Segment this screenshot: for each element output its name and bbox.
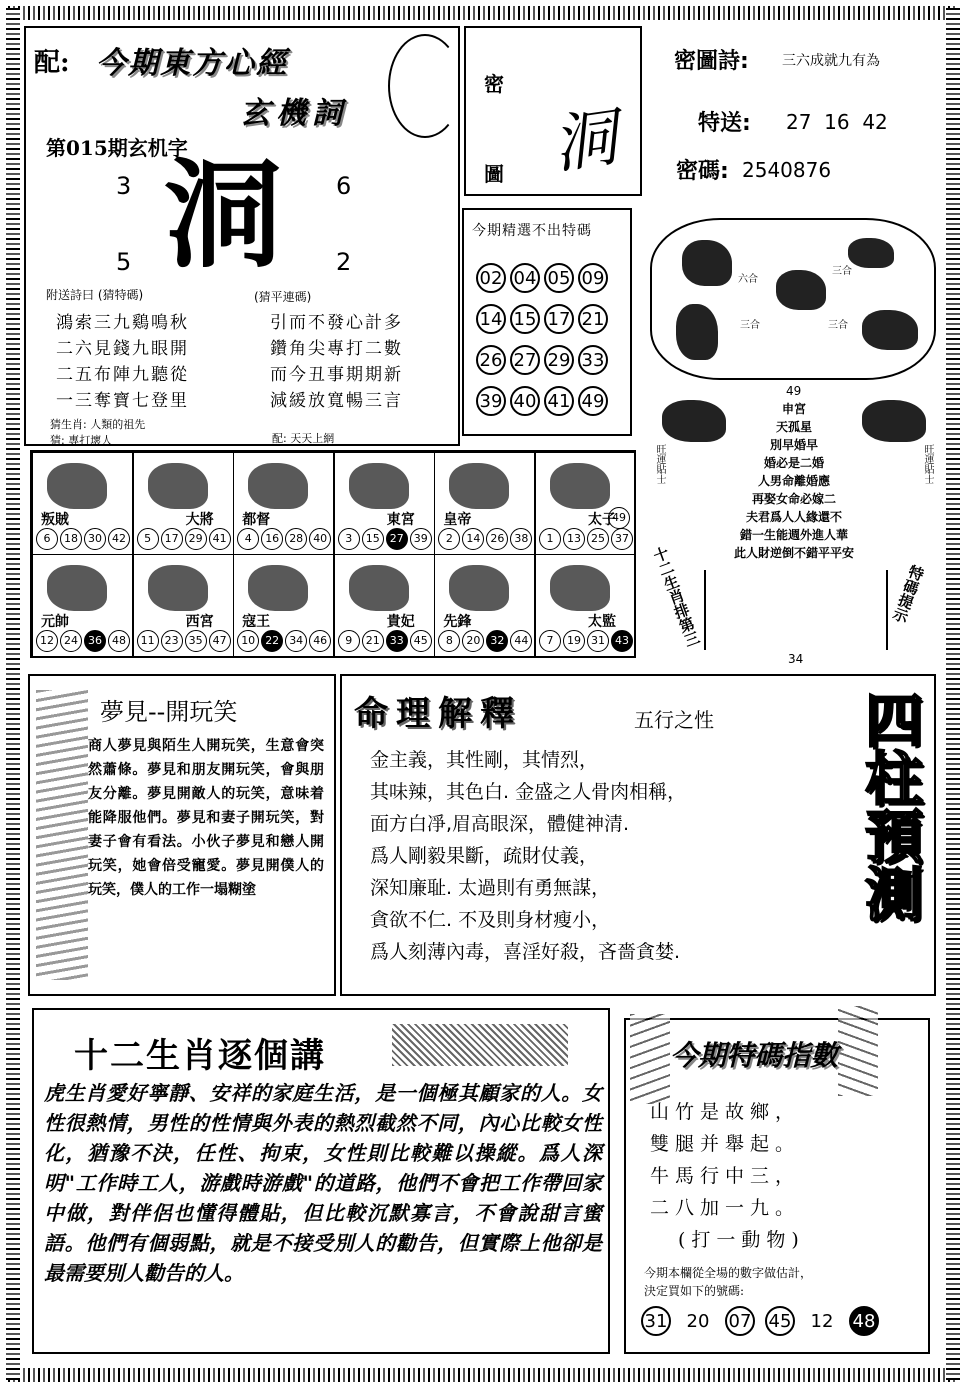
zodiac-number-ball: 47	[209, 630, 231, 652]
destiny-line: 爲人刻薄內毒，喜淫好殺，吝嗇貪婪.	[370, 941, 681, 963]
number-ball: 05	[544, 263, 574, 293]
guess-flat-label: (猜平連碼)	[254, 290, 312, 304]
rooster-icon	[682, 240, 732, 286]
zodiac-cell-label: 叛賊	[41, 512, 69, 528]
zodiac-number-ball: 14	[462, 528, 484, 550]
zodiac-number-ball: 35	[185, 630, 207, 652]
zodiac-talk-title: 十二生肖逐個講	[74, 1036, 326, 1076]
zodiac-animal-icon	[550, 565, 610, 611]
zodiac-cell	[334, 452, 435, 555]
zodiac-cell-label: 皇帝	[443, 512, 472, 528]
poem-line: 鑽角尖專打二數	[270, 339, 403, 359]
zodiac-cell-numbers	[136, 527, 231, 550]
zodiac-cell	[32, 452, 133, 555]
zodiac-number-ball: 29	[185, 528, 207, 550]
index-number: 48	[849, 1306, 879, 1336]
zodiac-cell-label: 貴妃	[386, 614, 415, 630]
zodiac-animal-icon	[449, 565, 509, 611]
index-number: 20	[686, 1311, 710, 1332]
selected-number-grid	[474, 260, 626, 424]
zodiac-number-ball: 5	[137, 528, 159, 550]
destiny-lines	[370, 744, 686, 968]
zodiac-cell	[32, 554, 133, 657]
number-ball: 14	[476, 304, 506, 334]
monkey-icon	[676, 304, 718, 360]
destiny-line: 爲人剛毅果斷，疏財仗義，	[370, 845, 599, 867]
zodiac-cell	[535, 452, 636, 555]
goat-icon	[862, 310, 918, 350]
header-panel	[24, 26, 460, 446]
zodiac-number-ball: 10	[237, 630, 259, 652]
secret-poem-label: 密圖詩:	[674, 49, 749, 74]
index-panel	[624, 1018, 930, 1354]
zodiac-talk-stamp	[392, 1024, 568, 1066]
decorative-border-right	[946, 8, 960, 1380]
zodiac-cell-numbers	[437, 629, 532, 652]
zodiac-number-ball: 41	[209, 528, 231, 550]
poem-line: 一三奪寶七登里	[56, 391, 189, 411]
zodiac-cell-numbers	[437, 527, 532, 550]
fortune-heart	[646, 384, 942, 670]
relation-label: 六合	[738, 274, 758, 285]
bamboo-right-icon	[838, 1006, 878, 1096]
corner-number-bl: 5	[116, 248, 132, 276]
zodiac-number-ball: 9	[338, 630, 360, 652]
secret-poem-text: 三六成就九有為	[782, 53, 880, 69]
zodiac-number-ball: 31	[587, 630, 609, 652]
zodiac-cell-numbers	[538, 527, 633, 550]
zodiac-number-ball: 21	[362, 630, 384, 652]
zodiac-cell-label: 東宮	[386, 512, 415, 528]
zodiac-cell	[334, 554, 435, 657]
zodiac-cell	[133, 554, 234, 657]
zodiac-number-ball: 27	[386, 528, 408, 550]
decorative-border-top	[8, 6, 958, 20]
monkey-icon	[776, 270, 826, 310]
heart-line: 夫君爲人人緣還不	[745, 510, 842, 524]
number-ball: 21	[578, 304, 608, 334]
zodiac-number-ball: 11	[137, 630, 159, 652]
zodiac-number-ball: 8	[438, 630, 460, 652]
zodiac-cell	[233, 452, 334, 555]
zodiac-cell-numbers	[35, 629, 130, 652]
zodiac-cell-numbers	[35, 527, 130, 550]
heart-line: 此人財逆倒不錯平平安	[733, 546, 854, 560]
heart-line: 別早婚早	[769, 438, 818, 452]
zodiac-number-ball: 13	[563, 528, 585, 550]
special-numbers: 27 16 42	[786, 110, 888, 134]
index-poem-line: 牛馬行中三，	[650, 1165, 801, 1187]
dream-title: 夢見--開玩笑	[100, 698, 238, 726]
poem-line: 引而不發心計多	[270, 313, 403, 333]
number-ball: 40	[510, 386, 540, 416]
zodiac-animal-icon	[449, 463, 509, 509]
zodiac-number-ball: 28	[285, 528, 307, 550]
zodiac-number-ball: 3	[338, 528, 360, 550]
zodiac-number-ball: 12	[36, 630, 58, 652]
zodiac-cell-label: 大將	[185, 512, 214, 528]
zodiac-talk-text: 虎生肖愛好寧靜、安祥的家庭生活，是一個極其顧家的人。女性很熱情，男性的性情與外表的熱烈截然不同，內心比較女性化，猶豫不決，任性、拘束，女性則比較難以操縱。爲人深明"工作時工人，游戲時游戲"的道路，他們不會把工作帶回家中做，對伴侶也懂得體貼，但比較沉默寡言，不會說甜言蜜語。他們有個弱點，就是不接受別人的勸告，但實際上他卻是最需要別人勸告的人。	[44, 1081, 602, 1285]
zodiac-cell-label: 太子	[588, 512, 616, 528]
number-ball: 17	[544, 304, 574, 334]
secret-label-top: 密	[484, 72, 504, 96]
heart-side-right: 特碼提示	[889, 562, 927, 626]
index-title: 今期特碼指數	[670, 1039, 839, 1072]
zodiac-number-ball: 22	[261, 630, 283, 652]
zodiac-cell	[133, 452, 234, 555]
zodiac-cell-label: 先鋒	[443, 614, 472, 630]
heart-tag-right: 旺運貼士	[922, 444, 933, 484]
number-ball: 27	[510, 345, 540, 375]
heart-inverted-block	[704, 570, 888, 650]
handwritten-character: 洞	[547, 100, 622, 184]
number-ball: 15	[510, 304, 540, 334]
match-prefix: 配:	[34, 48, 70, 78]
zodiac-number-ball: 44	[510, 630, 532, 652]
zodiac-animal-icon	[248, 463, 308, 509]
index-poem-line: 二八加一九。	[650, 1197, 801, 1219]
code-value: 2540876	[742, 158, 832, 182]
index-poem	[650, 1096, 805, 1256]
zodiac-number-ball: 6	[36, 528, 58, 550]
bamboo-left-icon	[630, 1014, 670, 1104]
zodiac-number-ball: 38	[510, 528, 532, 550]
zodiac-number-ball: 46	[309, 630, 331, 652]
zodiac-number-ball: 36	[84, 630, 106, 652]
zodiac-number-ball: 26	[486, 528, 508, 550]
heart-lines	[674, 400, 914, 562]
special-label: 特送:	[698, 111, 751, 136]
poem-line: 減緩放寬暢三言	[270, 391, 403, 411]
issue-label: 第015期玄机字	[46, 136, 188, 160]
zodiac-cell-numbers	[337, 527, 432, 550]
zodiac-talk-panel	[32, 1008, 610, 1354]
zodiac-animal-icon	[248, 565, 308, 611]
index-poem-line: 雙腿并舉起。	[650, 1133, 801, 1155]
zodiac-number-ball: 32	[486, 630, 508, 652]
index-note-1: 今期本欄從全場的數字做估計，	[644, 1266, 813, 1280]
zodiac-cell-numbers	[236, 527, 331, 550]
heart-line: 天孤星	[775, 420, 812, 434]
number-ball: 26	[476, 345, 506, 375]
number-ball: 33	[578, 345, 608, 375]
poem-left	[56, 310, 189, 414]
zodiac-number-ball: 23	[161, 630, 183, 652]
zodiac-number-ball: 19	[563, 630, 585, 652]
index-poem-line: 山竹是故鄉，	[650, 1101, 801, 1123]
zodiac-cell-label: 都督	[242, 512, 271, 528]
heart-line: 婚必是二婚	[763, 456, 824, 470]
zodiac-number-ball: 18	[60, 528, 82, 550]
zodiac-cell-label: 元帥	[41, 614, 69, 630]
dream-side-art	[36, 690, 88, 980]
zodiac-number-ball: 40	[309, 528, 331, 550]
code-label: 密碼:	[676, 159, 729, 184]
zodiac-animal-icon	[47, 565, 107, 611]
zodiac-number-ball: 45	[410, 630, 432, 652]
heart-line: 申宮	[781, 402, 806, 416]
zodiac-number-ball: 15	[362, 528, 384, 550]
corner-number-br: 2	[336, 248, 352, 276]
index-note-2: 決定買如下的號碼:	[644, 1284, 745, 1298]
number-ball: 41	[544, 386, 574, 416]
zodiac-cell-numbers	[136, 629, 231, 652]
guess-zodiac: 猜生肖: 人類的祖先	[50, 418, 146, 431]
zodiac-cell-label: 寇王	[242, 614, 271, 630]
zodiac-number-ball: 20	[462, 630, 484, 652]
heart-bottom-number: 34	[788, 652, 804, 666]
destiny-line: 貪欲不仁. 不及則身材瘦小，	[370, 909, 611, 931]
zodiac-cell-numbers	[236, 629, 331, 652]
zodiac-cell	[434, 554, 535, 657]
index-poem-line: (打一動物)	[678, 1229, 805, 1251]
zodiac-number-ball: 43	[611, 630, 633, 652]
zodiac-cell	[535, 554, 636, 657]
number-ball: 29	[544, 345, 574, 375]
zodiac-number-ball: 34	[285, 630, 307, 652]
destiny-line: 金主義，其性剛，其情烈，	[370, 749, 599, 771]
destiny-side-title: 四柱預測	[855, 690, 923, 922]
destiny-line: 面方白凈,眉高眼深，體健神清.	[370, 813, 630, 835]
destiny-line: 其味辣，其色白. 金盛之人骨肉相稱，	[370, 781, 687, 803]
match-text: 配: 天天上網	[272, 432, 335, 445]
zodiac-number-ball: 25	[587, 528, 609, 550]
zodiac-cell-label: 太監	[588, 614, 616, 630]
selected-title: 今期精選不出特碼	[472, 223, 592, 239]
number-ball: 09	[578, 263, 608, 293]
dream-text: 商人夢見與陌生人開玩笑，生意會突然蕭條。夢見和朋友開玩笑，會與朋友分離。夢見開敵人的玩笑，意味着能降服他們。夢見和妻子開玩笑，對妻子會有看法。小伙子夢見和戀人開玩笑，她會倍受寵愛。夢見開僕人的玩笑，僕人的工作一塌糊塗	[88, 738, 324, 898]
zodiac-number-ball: 48	[108, 630, 130, 652]
rat-icon	[848, 238, 894, 268]
poem-line: 而今丑事期期新	[270, 365, 403, 385]
number-ball: 04	[510, 263, 540, 293]
zodiac-animal-icon	[148, 463, 208, 509]
poem-right	[270, 310, 403, 414]
heart-side-left: 十二生肖排第三	[649, 544, 703, 650]
corner-number-tl: 3	[116, 172, 132, 200]
heart-line: 錯一生能週外進人華	[739, 528, 848, 542]
zodiac-relation-diagram	[650, 218, 936, 380]
dream-panel	[28, 674, 336, 996]
index-number: 45	[765, 1306, 795, 1336]
decorative-border-bottom	[8, 1368, 958, 1382]
zodiac-animal-icon	[47, 463, 107, 509]
number-ball: 39	[476, 386, 506, 416]
zodiac-number-ball: 4	[237, 528, 259, 550]
zodiac-number-ball: 30	[84, 528, 106, 550]
selected-numbers-panel	[462, 208, 632, 436]
half-circle-decoration	[388, 34, 462, 138]
zodiac-number-ball: 39	[410, 528, 432, 550]
zodiac-cell	[233, 554, 334, 657]
heart-line: 再娶女命必嫁二	[751, 492, 836, 506]
heart-top-number: 49	[786, 384, 802, 398]
zodiac-cell-numbers	[538, 629, 633, 652]
relation-label: 三合	[740, 320, 760, 331]
zodiac-number-ball: 24	[60, 630, 82, 652]
relation-label: 三合	[832, 266, 852, 277]
destiny-line: 深知廉耻. 太過則有勇無謀，	[370, 877, 611, 899]
zodiac-number-ball: 7	[539, 630, 561, 652]
corner-number-tr: 6	[336, 172, 352, 200]
zodiac-animal-icon	[349, 565, 409, 611]
zodiac-number-ball: 16	[261, 528, 283, 550]
title-primary: 今期東方心經	[96, 46, 288, 81]
secret-chart-panel	[464, 26, 642, 196]
index-number: 31	[641, 1306, 671, 1336]
zodiac-grid	[30, 450, 636, 658]
number-ball: 49	[578, 386, 608, 416]
zodiac-animal-icon	[349, 463, 409, 509]
zodiac-cell-numbers	[337, 629, 432, 652]
relation-label: 三合	[828, 320, 848, 331]
index-number: 12	[810, 1311, 834, 1332]
number-ball: 02	[476, 263, 506, 293]
zodiac-animal-icon	[148, 565, 208, 611]
guess-other: 猜: 專打壞人	[50, 434, 113, 447]
poem-line: 鴻索三九鷄鳴秋	[56, 313, 189, 333]
zodiac-number-ball: 37	[611, 528, 633, 550]
zodiac-number-ball: 42	[108, 528, 130, 550]
poem-line: 二五布陣九聽從	[56, 365, 189, 385]
zodiac-animal-icon	[550, 463, 610, 509]
secret-label-bottom: 圖	[484, 162, 504, 186]
zodiac-number-ball: 17	[161, 528, 183, 550]
destiny-title: 命理解釋	[354, 694, 522, 734]
destiny-panel	[340, 674, 936, 996]
zodiac-number-ball: 33	[386, 630, 408, 652]
decorative-border-left	[6, 8, 20, 1380]
zodiac-cell	[434, 452, 535, 555]
index-number-row	[636, 1306, 926, 1336]
destiny-subtitle: 五行之性	[634, 708, 714, 732]
zodiac-number-ball: 1	[539, 528, 561, 550]
poem-line: 二六見錢九眼開	[56, 339, 189, 359]
secret-info-panel	[646, 26, 942, 206]
index-number: 07	[725, 1306, 755, 1336]
gift-poem-label: 附送詩曰 (猜特碼)	[46, 288, 144, 302]
mystery-character: 洞	[164, 146, 283, 284]
zodiac-cell-label: 西宮	[185, 614, 214, 630]
heart-tag-left: 旺運貼士	[654, 444, 665, 484]
heart-line: 人男命離婚應	[757, 474, 830, 488]
title-secondary: 玄機詞	[240, 96, 348, 131]
zodiac-number-ball: 2	[438, 528, 460, 550]
zodiac-badge: 49	[608, 507, 630, 529]
